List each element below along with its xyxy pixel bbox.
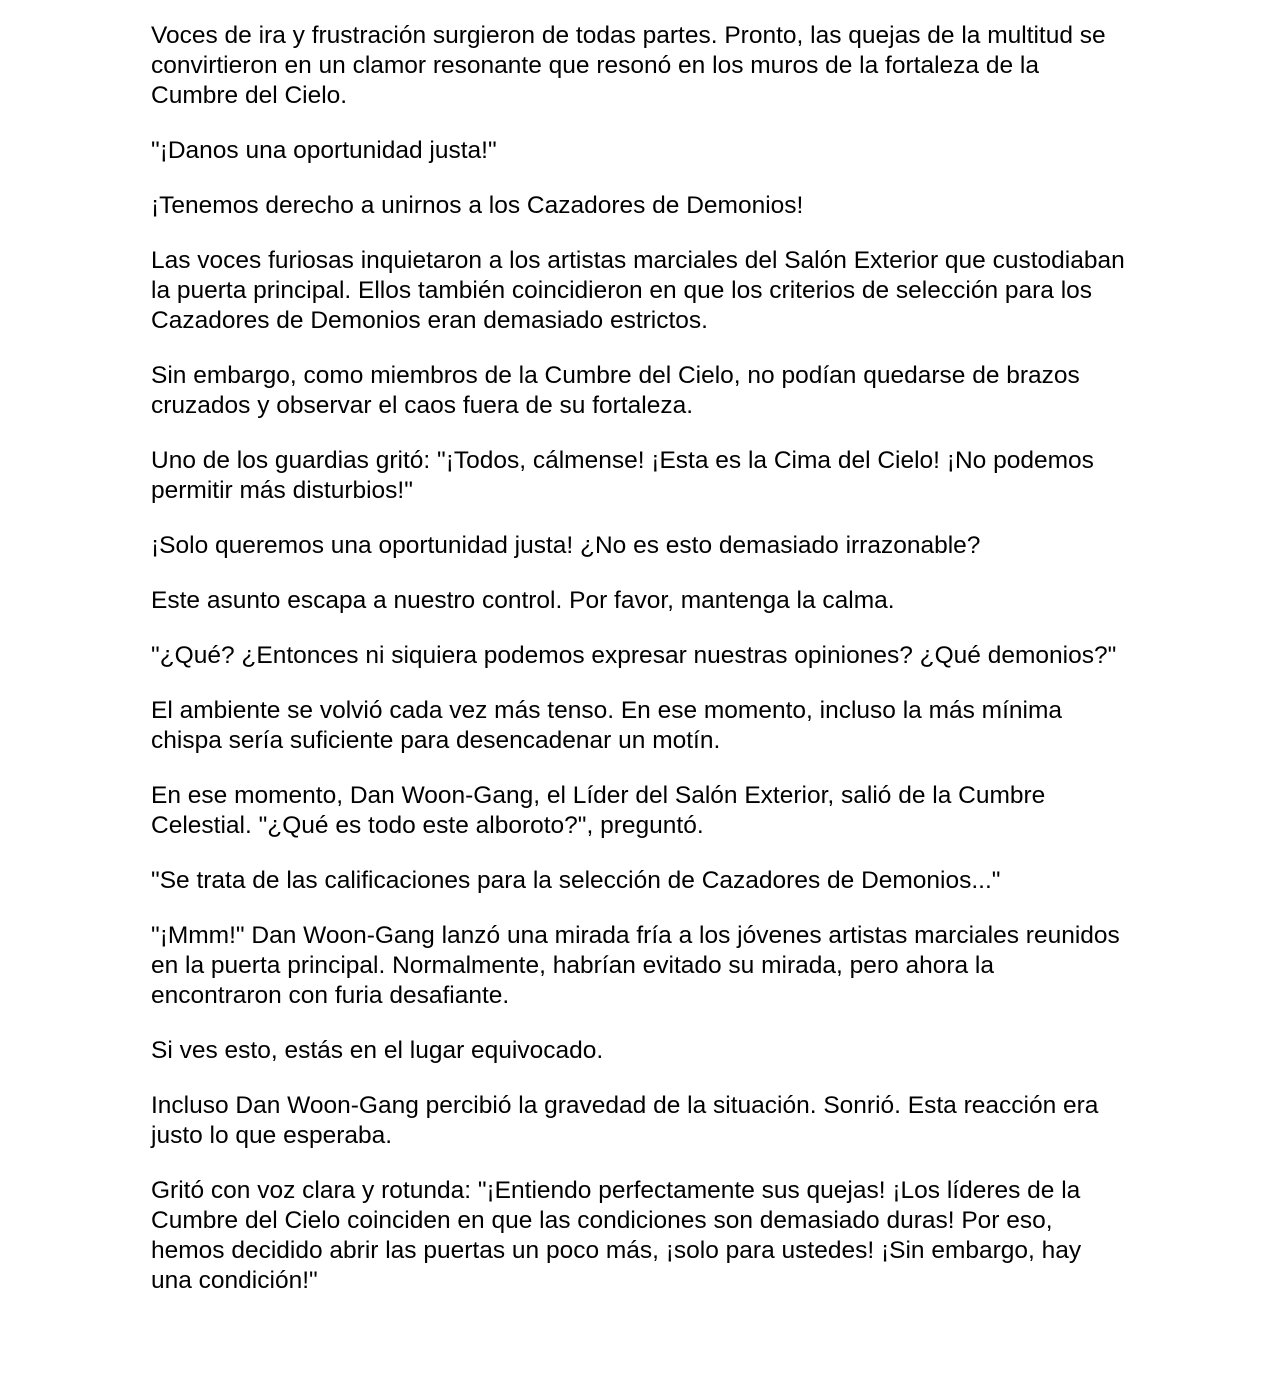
paragraph: Las voces furiosas inquietaron a los artistas marciales del Salón Exterior que custodiaban la puerta principal. Ellos también coincidieron en que los criterios de selección para los Cazadores de Demonios eran demasiado estrictos. <box>151 247 1125 334</box>
paragraph: ¡Tenemos derecho a unirnos a los Cazadores de Demonios! <box>151 192 804 219</box>
paragraph: Gritó con voz clara y rotunda: "¡Entiendo perfectamente sus quejas! ¡Los líderes de la Cumbre del Cielo coinciden en que las condiciones son demasiado duras! Por eso, hemos decidido abrir las puertas un poco más, ¡solo para ustedes! ¡Sin embargo, hay una condición!" <box>151 1177 1082 1294</box>
paragraph: Uno de los guardias gritó: "¡Todos, cálmense! ¡Esta es la Cima del Cielo! ¡No podemos permitir más disturbios!" <box>151 447 1094 504</box>
paragraph: "¡Danos una oportunidad justa!" <box>151 137 497 164</box>
paragraph: "¡Mmm!" Dan Woon-Gang lanzó una mirada fría a los jóvenes artistas marciales reunidos en la puerta principal. Normalmente, habrían evitado su mirada, pero ahora la encontraron con furia desafiante. <box>151 922 1120 1009</box>
paragraph: En ese momento, Dan Woon-Gang, el Líder del Salón Exterior, salió de la Cumbre Celestial. "¿Qué es todo este alboroto?", preguntó. <box>151 782 1046 839</box>
paragraph: "Se trata de las calificaciones para la selección de Cazadores de Demonios..." <box>151 867 1001 894</box>
paragraph: ¡Solo queremos una oportunidad justa! ¿No es esto demasiado irrazonable? <box>151 532 981 559</box>
paragraph: Voces de ira y frustración surgieron de todas partes. Pronto, las quejas de la multitud se convirtieron en un clamor resonante que resonó en los muros de la fortaleza de la Cumbre del Cielo. <box>151 22 1106 109</box>
paragraph: Sin embargo, como miembros de la Cumbre del Cielo, no podían quedarse de brazos cruzados y observar el caos fuera de su fortaleza. <box>151 362 1080 419</box>
paragraph: Este asunto escapa a nuestro control. Por favor, mantenga la calma. <box>151 587 895 614</box>
paragraph: El ambiente se volvió cada vez más tenso. En ese momento, incluso la más mínima chispa sería suficiente para desencadenar un motín. <box>151 697 1062 754</box>
paragraph: "¿Qué? ¿Entonces ni siquiera podemos expresar nuestras opiniones? ¿Qué demonios?" <box>151 642 1117 669</box>
document-page <box>151 21 1126 1321</box>
paragraph: Incluso Dan Woon-Gang percibió la gravedad de la situación. Sonrió. Esta reacción era justo lo que esperaba. <box>151 1092 1099 1149</box>
paragraph: Si ves esto, estás en el lugar equivocado. <box>151 1037 604 1064</box>
